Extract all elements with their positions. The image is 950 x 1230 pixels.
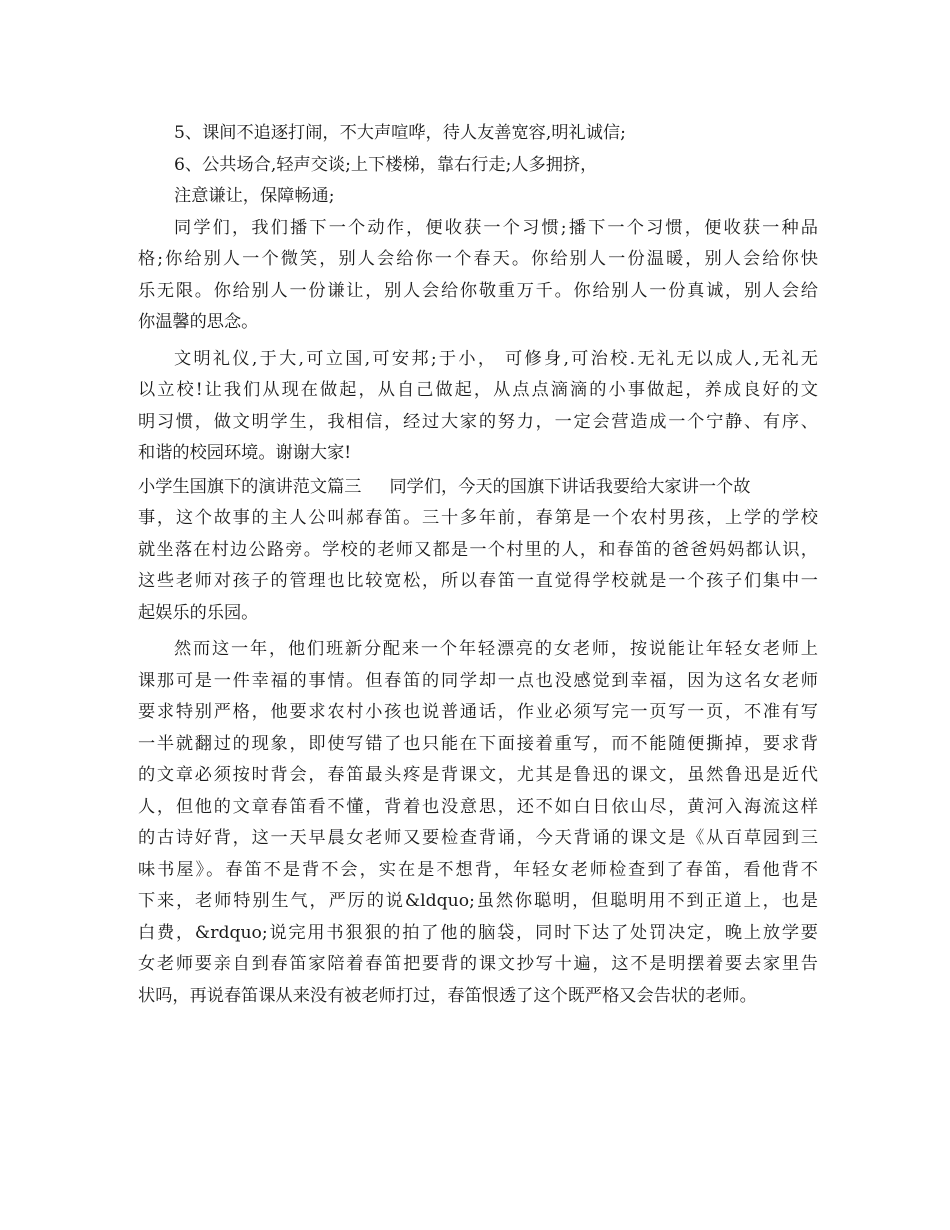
paragraph-teacher-line-8: 味书屋》。春笛不是背不会，实在是不想背，年轻女老师检查到了春笛，看他背不 — [138, 859, 818, 880]
rule-item-6-continued: 注意谦让，保障畅通; — [174, 186, 335, 206]
paragraph-teacher-line-4: 一半就翻过的现象，即使写错了也只能在下面接着重写，而不能随便撕掉，要求背 — [138, 733, 818, 754]
paragraph-etiquette-line-1: 文明礼仪,于大,可立国,可安邦;于小， 可修身,可治校.无礼无以成人,无礼无 — [174, 348, 818, 369]
paragraph-etiquette-line-4: 和谐的校园环境。谢谢大家! — [138, 443, 352, 463]
paragraph-teacher-line-5: 的文章必须按时背会，春笛最头疼是背课文，尤其是鲁迅的课文，虽然鲁迅是近代 — [138, 765, 818, 785]
paragraph-teacher-line-3: 要求特别严格，他要求农村小孩也说普通话，作业必须写完一页写一页，不准有写 — [138, 702, 818, 722]
paragraph-teacher-line-1: 然而这一年，他们班新分配来一个年轻漂亮的女老师，按说能让年轻女老师上 — [174, 639, 818, 659]
paragraph-teacher-line-10: 白费，&rdquo;说完用书狠狠的拍了他的脑袋，同时下达了处罚决定，晚上放学要 — [138, 922, 818, 943]
paragraph-teacher-line-7: 的古诗好背，这一天早晨女老师又要检查背诵，今天背诵的课文是《从百草园到三 — [138, 828, 818, 848]
paragraph-teacher-line-2: 课那可是一件幸福的事情。但春笛的同学却一点也没感觉到幸福，因为这名女老师 — [138, 670, 818, 691]
section-title: 小学生国旗下的演讲范文篇三 — [138, 476, 362, 497]
paragraph-habits-line-2: 格;你给别人一个微笑，别人会给你一个春天。你给别人一份温暖，别人会给你快 — [138, 249, 818, 269]
paragraph-habits-line-1: 同学们，我们播下一个动作，便收获一个习惯;播下一个习惯，便收获一种品 — [174, 217, 818, 238]
paragraph-teacher-line-12: 状吗，再说春笛课从来没有被老师打过，春笛恨透了这个既严格又会告状的老师。 — [138, 985, 757, 1006]
paragraph-etiquette-line-2: 以立校!让我们从现在做起，从自己做起，从点点滴滴的小事做起，养成良好的文 — [138, 380, 818, 400]
paragraph-teacher-line-11: 女老师要亲自到春笛家陪着春笛把要背的课文抄写十遍，这不是明摆着要去家里告 — [138, 954, 818, 974]
paragraph-habits-line-3: 乐无限。你给别人一份谦让，别人会给你敬重万千。你给别人一份真诚，别人会给 — [138, 280, 818, 301]
paragraph-story-line-3: 就坐落在村边公路旁。学校的老师又都是一个村里的人，和春笛的爸爸妈妈都认识， — [138, 539, 818, 560]
paragraph-etiquette-line-3: 明习惯，做文明学生，我相信，经过大家的努力，一定会营造成一个宁静、有序、 — [138, 411, 818, 432]
rule-item-6: 6、公共场合,轻声交谈;上下楼梯，靠右行走;人多拥挤， — [174, 154, 598, 175]
paragraph-teacher-line-9: 下来，老师特别生气，严厉的说&ldquo;虽然你聪明，但聪明用不到正道上，也是 — [138, 891, 818, 911]
section-heading-line — [138, 472, 818, 504]
paragraph-habits-line-4: 你温馨的思念。 — [138, 312, 259, 332]
paragraph-story-line-4: 这些老师对孩子的管理也比较宽松，所以春笛一直觉得学校就是一个孩子们集中一 — [138, 571, 818, 591]
story-opening: 同学们，今天的国旗下讲话我要给大家讲一个故 — [389, 476, 751, 497]
document-page — [138, 118, 818, 1012]
paragraph-teacher-line-6: 人，但他的文章春笛看不懂，背着也没意思，还不如白日依山尽，黄河入海流这样 — [138, 796, 818, 817]
paragraph-story-line-5: 起娱乐的乐园。 — [138, 602, 259, 623]
rule-item-5: 5、课间不追逐打闹，不大声喧哗，待人友善宽容,明礼诚信; — [174, 123, 626, 143]
paragraph-story-line-2: 事，这个故事的主人公叫郝春笛。三十多年前，春第是一个农村男孩，上学的学校 — [138, 508, 818, 528]
